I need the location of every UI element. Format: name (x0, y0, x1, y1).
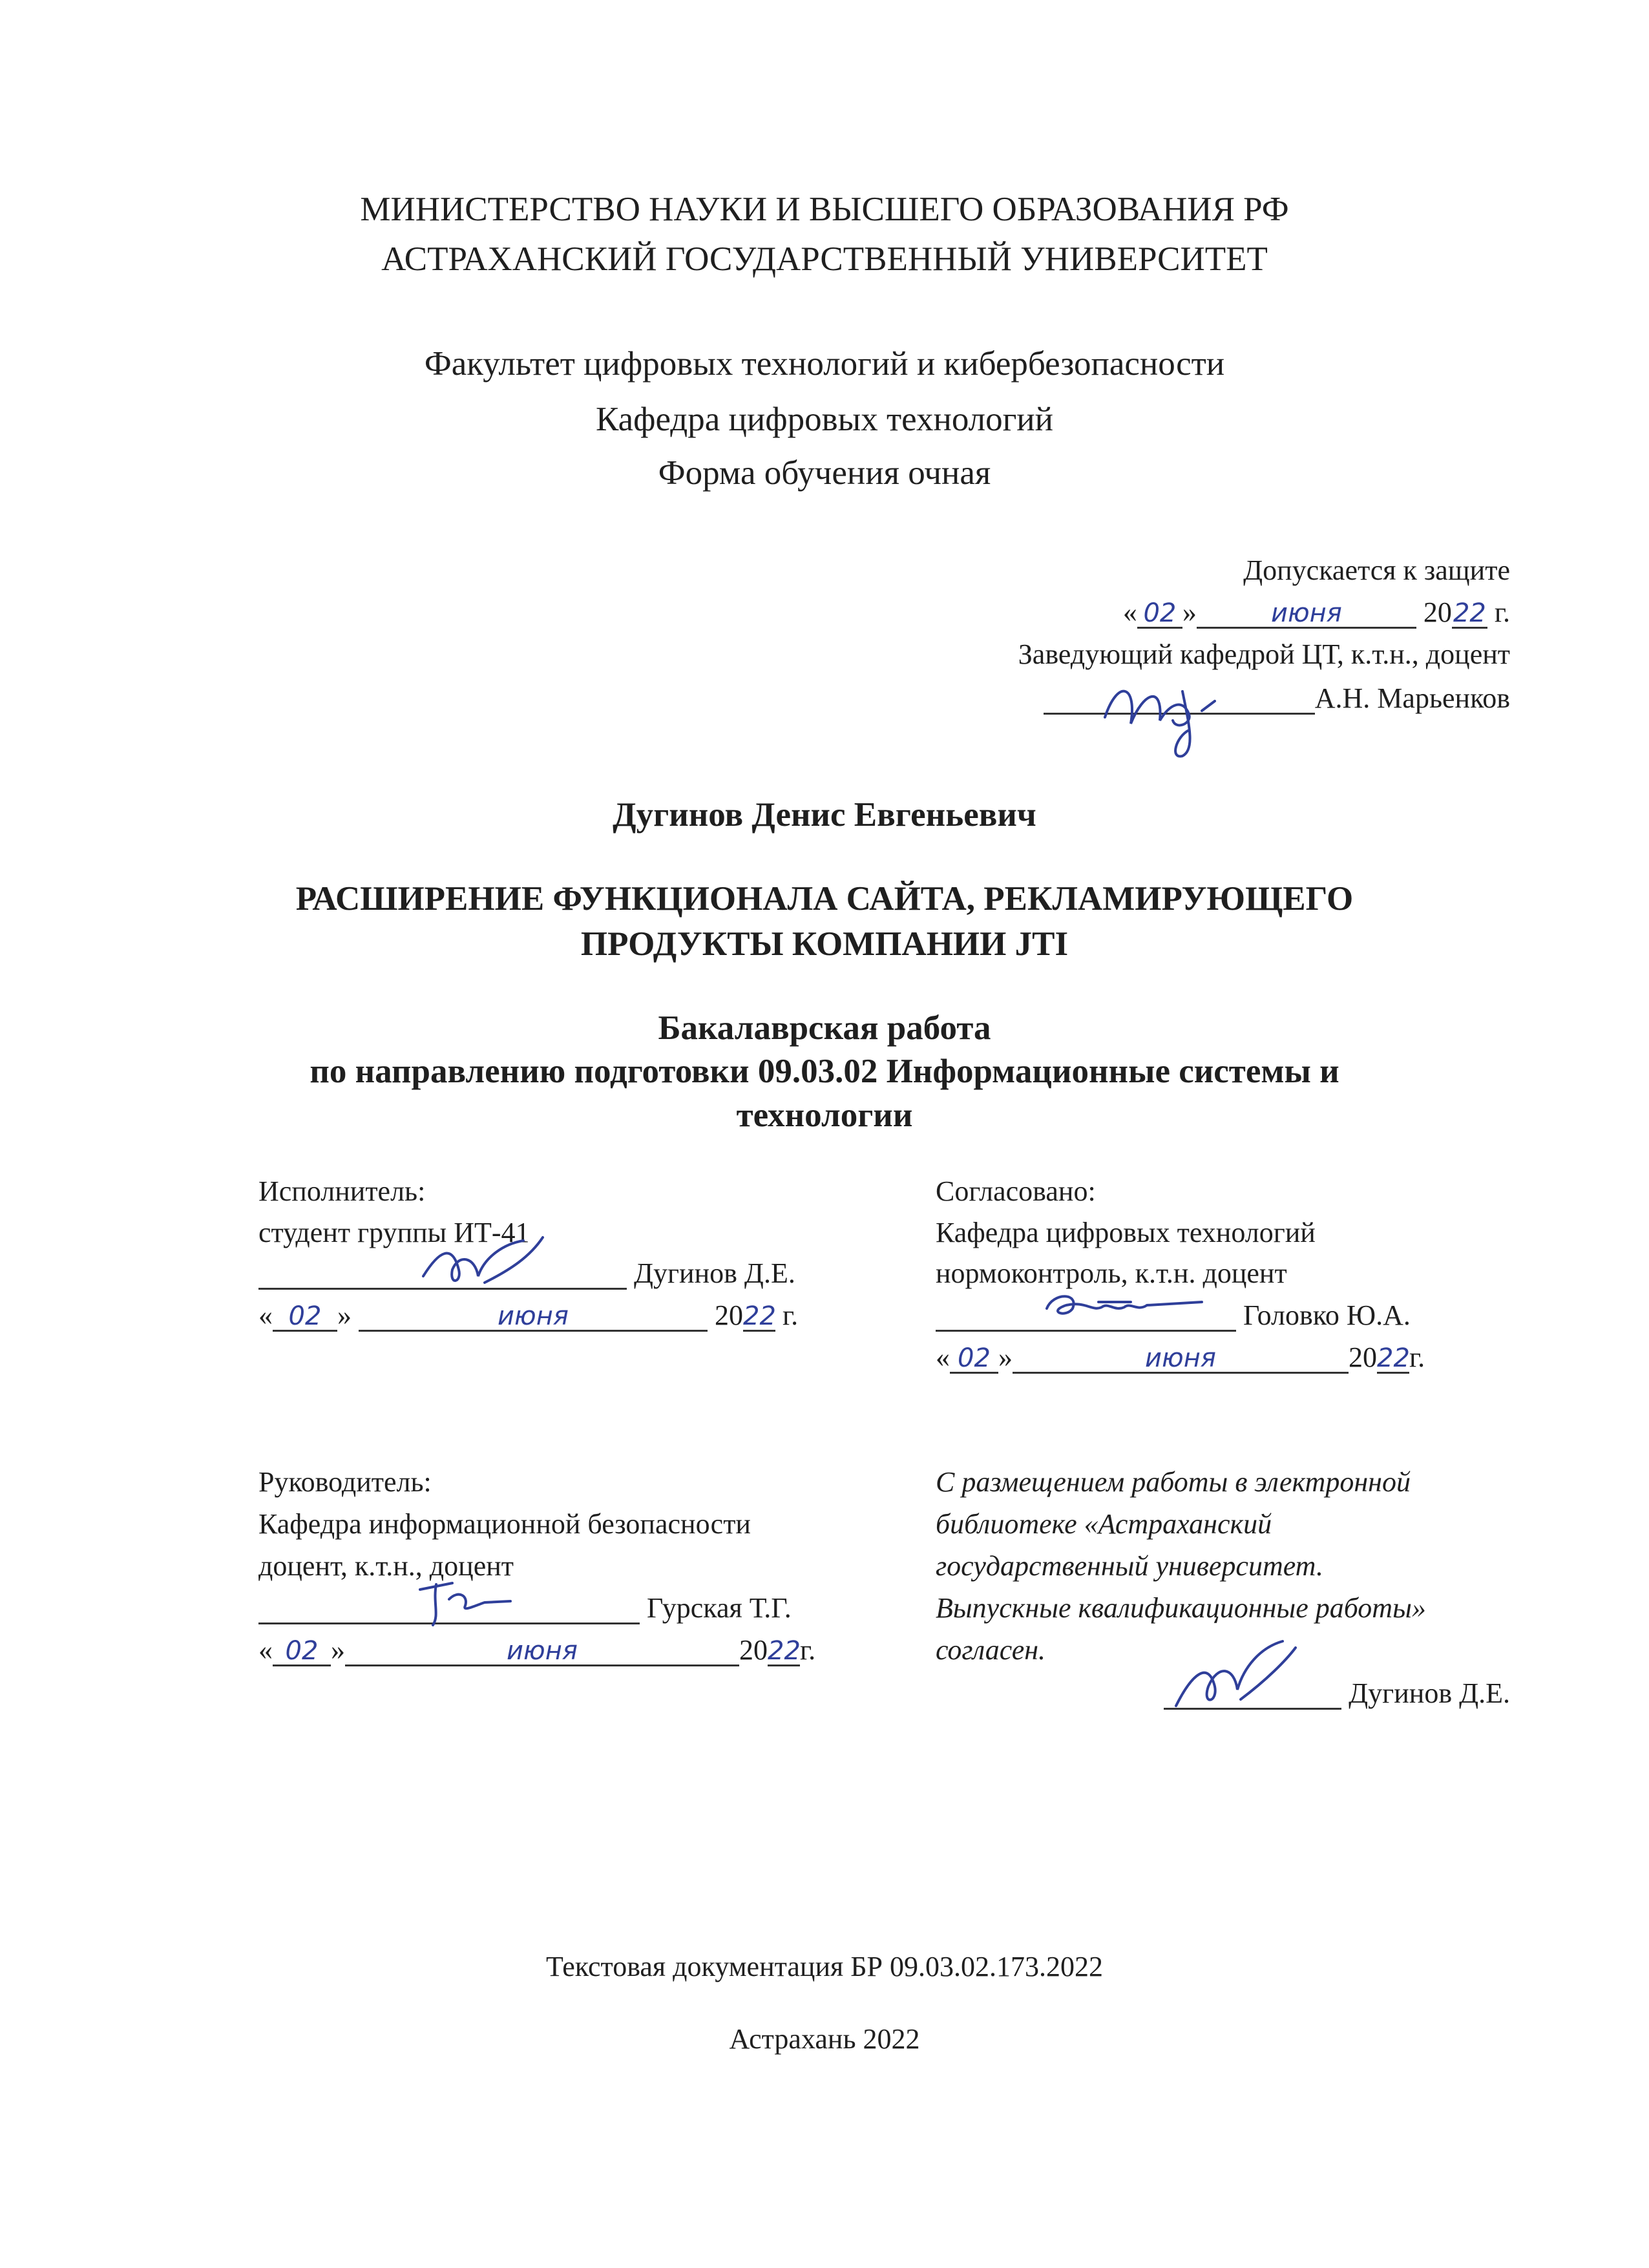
normcontrol-signature-icon (1034, 1283, 1215, 1328)
work-type: Бакалаврская работа (658, 1009, 991, 1047)
consent-line-5: согласен. (936, 1634, 1046, 1666)
agreed-position: нормоконтроль, к.т.н. доцент (936, 1257, 1287, 1289)
admitted-line: Допускается к защите (1243, 554, 1510, 586)
agreed-label: Согласовано: (936, 1175, 1096, 1207)
supervisor-name: Гурская Т.Г. (647, 1592, 792, 1624)
supervisor-signature-line (258, 1591, 792, 1626)
city-year: Астрахань 2022 (729, 2023, 920, 2055)
approval-month: июня (1270, 598, 1342, 628)
executor-position: студент группы ИТ-41 (258, 1217, 530, 1248)
consent-line-2: библиотеке «Астраханский (936, 1508, 1272, 1540)
approval-day: 02 (1143, 598, 1177, 628)
supervisor-position: доцент, к.т.н., доцент (258, 1550, 514, 1582)
consent-name: Дугинов Д.Е. (1349, 1677, 1510, 1709)
approval-date: « 02 » июня 2022 г. (1122, 596, 1510, 628)
consent-line-3: государственный университет. (936, 1550, 1323, 1582)
title-line-2: ПРОДУКТЫ КОМПАНИИ JTI (580, 925, 1069, 963)
author-name: Дугинов Денис Евгеньевич (613, 796, 1036, 834)
approval-position: Заведующий кафедрой ЦТ, к.т.н., доцент (1018, 638, 1510, 670)
title-line-1: РАСШИРЕНИЕ ФУНКЦИОНАЛА САЙТА, РЕКЛАМИРУЮЩЕГО (295, 880, 1354, 918)
approval-year: 22 (1453, 598, 1486, 628)
agreed-date: « 02 » июня 2022г. (936, 1341, 1425, 1373)
agreed-department: Кафедра цифровых технологий (936, 1217, 1316, 1248)
documentation-code: Текстовая документация БР 09.03.02.173.2022 (546, 1951, 1103, 1982)
ministry-heading: МИНИСТЕРСТВО НАУКИ И ВЫСШЕГО ОБРАЗОВАНИЯ РФ (360, 191, 1289, 228)
consent-signature-icon (1163, 1635, 1305, 1725)
direction-line-2: технологии (736, 1097, 913, 1134)
approval-name: А.Н. Марьенков (1314, 682, 1510, 714)
study-form-line: Форма обучения очная (658, 454, 991, 492)
supervisor-label: Руководитель: (258, 1466, 432, 1498)
supervisor-date: « 02 » июня 2022г. (258, 1634, 816, 1666)
agreed-name: Головко Ю.А. (1243, 1299, 1411, 1331)
department-line: Кафедра цифровых технологий (595, 401, 1054, 438)
executor-name: Дугинов Д.Е. (634, 1257, 795, 1289)
university-heading: АСТРАХАНСКИЙ ГОСУДАРСТВЕННЫЙ УНИВЕРСИТЕТ (381, 240, 1268, 278)
executor-date: « 02 » июня 2022 г. (258, 1299, 799, 1331)
direction-line-1: по направлению подготовки 09.03.02 Информационные системы и (310, 1053, 1339, 1090)
consent-line-4: Выпускные квалификационные работы» (936, 1592, 1426, 1624)
executor-label: Исполнитель: (258, 1175, 426, 1207)
faculty-line: Факультет цифровых технологий и кибербезопасности (424, 345, 1225, 383)
head-signature-icon (1092, 666, 1241, 762)
consent-line-1: С размещением работы в электронной (936, 1466, 1411, 1498)
supervisor-signature-icon (414, 1570, 517, 1628)
supervisor-department: Кафедра информационной безопасности (258, 1508, 751, 1540)
executor-signature-icon (414, 1231, 556, 1302)
